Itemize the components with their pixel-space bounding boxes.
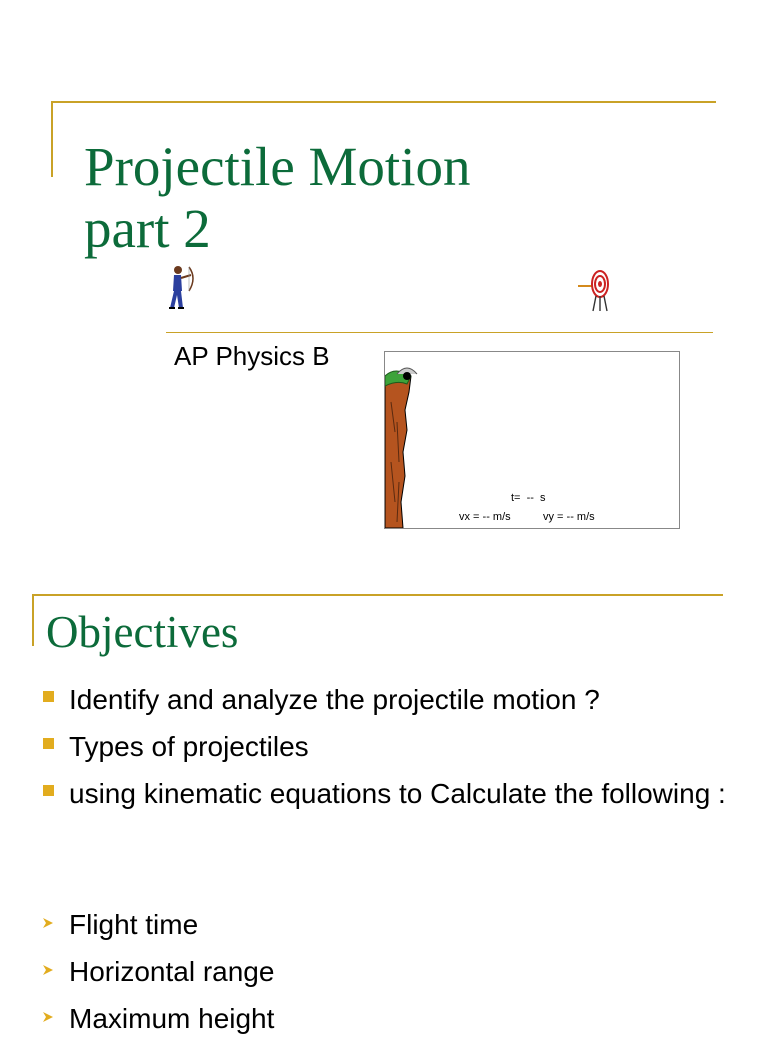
left-rule <box>51 101 53 177</box>
divider <box>166 332 713 333</box>
left-rule <box>32 594 34 646</box>
arrow-bullet-icon <box>42 1011 54 1023</box>
top-rule <box>32 594 723 596</box>
objectives-list <box>40 682 730 823</box>
list-item: Types of projectiles <box>40 729 730 765</box>
list-item: Horizontal range <box>40 954 730 990</box>
slide-title: Objectives <box>46 607 239 657</box>
slide-title <box>84 136 704 260</box>
archer-icon <box>160 264 196 314</box>
title-line-1: Projectile Motion <box>84 136 471 197</box>
list-item: using kinematic equations to Calculate the following : <box>40 776 730 812</box>
list-item: Identify and analyze the projectile motion ? <box>40 682 730 718</box>
square-bullet-icon <box>43 785 54 796</box>
square-bullet-icon <box>43 738 54 749</box>
projectile-animation <box>384 351 680 529</box>
time-readout: t= -- s <box>511 492 546 504</box>
target-icon <box>578 264 614 314</box>
vx-readout: vx = -- m/s <box>459 511 511 523</box>
arrow-bullet-icon <box>42 964 54 976</box>
objectives-slide <box>0 570 768 1034</box>
list-item: Flight time <box>40 907 730 943</box>
vy-readout: vy = -- m/s <box>543 511 595 523</box>
arrow-bullet-icon <box>42 917 54 929</box>
cannonball-icon <box>395 364 419 384</box>
square-bullet-icon <box>43 691 54 702</box>
list-item: Maximum height <box>40 1001 730 1037</box>
subtitle: AP Physics B <box>174 341 330 371</box>
calculation-list <box>40 907 730 1048</box>
title-line-2: part 2 <box>84 198 211 259</box>
top-rule <box>51 101 716 103</box>
